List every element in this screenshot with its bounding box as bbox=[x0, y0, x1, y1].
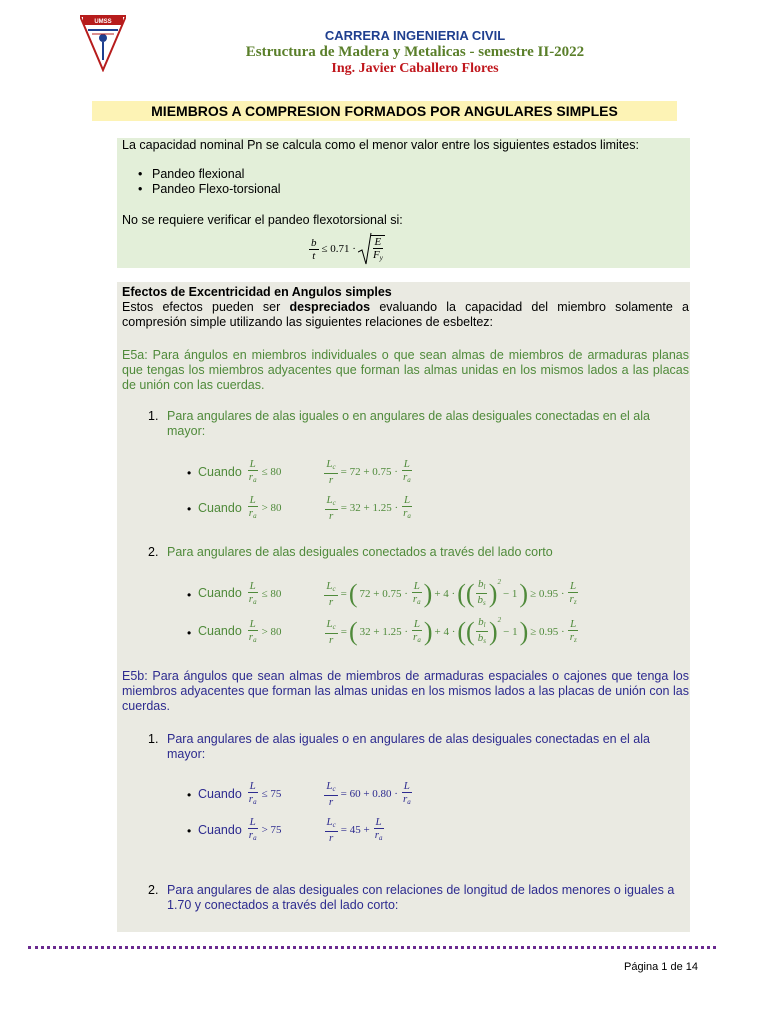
logo-text: UMSS bbox=[94, 19, 112, 25]
e5b-item1-text: Para angulares de alas iguales o en angulares de alas desiguales conectadas en el ala mayor: bbox=[167, 732, 650, 761]
e5b-item2-text: Para angulares de alas desiguales con relaciones de longitud de lados menores o iguales a 1.70 y conectados a través del lado corto: bbox=[167, 883, 675, 912]
e5a-case1: Cuando $\frac{L}{r_a}$ ≤ 80 $\frac{L_c}{r}$ = 72 + 0.75 · $\frac{L}{r_a}$ bbox=[198, 458, 411, 486]
e5b-item1-number: 1. bbox=[148, 732, 159, 746]
footer-divider bbox=[28, 946, 716, 949]
e5a-case2: Cuando $\frac{L}{r_a}$ > 80 $\frac{L_c}{r}$ = 32 + 1.25 · $\frac{L}{r_a}$ bbox=[198, 494, 411, 522]
e5a-text: E5a: Para ángulos en miembros individuales o que sean almas de miembros de armaduras planas que tengas los miembros adyacentes que forman las almas unidas en los mismos lados a las placas de unión con las cuerdas. bbox=[122, 348, 689, 392]
page-number: Página 1 de 14 bbox=[623, 961, 698, 973]
intro-text: La capacidad nominal Pn se calcula como el menor valor entre los siguientes estados limites: bbox=[122, 138, 639, 152]
intro-box bbox=[117, 138, 690, 268]
effects-heading: Efectos de Excentricidad en Angulos simples bbox=[122, 285, 392, 299]
university-logo bbox=[80, 12, 126, 72]
bullet-flexional: • Pandeo flexional bbox=[152, 167, 244, 182]
e5a-item1-number: 1. bbox=[148, 409, 159, 423]
effects-paragraph: Estos efectos pueden ser despreciados evaluando la capacidad del miembro solamente a compresión simple utilizando las siguientes relaciones de esbeltez: bbox=[122, 300, 689, 329]
no-verify-text: No se requiere verificar el pandeo flexotorsional si: bbox=[122, 213, 403, 227]
header-course: Estructura de Madera y Metalicas - semestre II-2022 bbox=[245, 44, 585, 60]
e5a-item2-number: 2. bbox=[148, 545, 159, 559]
header-career: CARRERA INGENIERIA CIVIL bbox=[324, 28, 506, 43]
e5b-case2: Cuando $\frac{L}{r_a}$ > 75 $\frac{L_c}{r}$ = 45 + $\frac{L}{r_a}$ bbox=[198, 816, 383, 844]
e5b-text: E5b: Para ángulos que sean almas de miembros de armaduras espaciales o cajones que tenga los miembros adyacentes que forman las almas unidas en los mismos lados a las placas de unión con las cuerdas. bbox=[122, 669, 689, 713]
e5b-item2-number: 2. bbox=[148, 883, 159, 897]
e5a-case3: Cuando $\frac{L}{r_a}$ ≤ 80 $\frac{L_c}{r}$ = ( 72 + 0.75 · $\frac{L}{r_a}$ ) + 4 · ( ( $\frac{b_l}{b_s}$ ) $^2$ − 1 ) ≥ 0.95 · $\frac{L}{r_z}$ bbox=[198, 578, 577, 608]
header-professor: Ing. Javier Caballero Flores bbox=[331, 61, 499, 76]
e5a-item2-text: Para angulares de alas desiguales conectados a través del lado corto bbox=[167, 545, 553, 559]
e5a-case4: Cuando $\frac{L}{r_a}$ > 80 $\frac{L_c}{r}$ = ( 32 + 1.25 · $\frac{L}{r_a}$ ) + 4 · ( ( $\frac{b_l}{b_s}$ ) $^2$ − 1 ) ≥ 0.95 · $\frac{L}{r_z}$ bbox=[198, 616, 577, 646]
e5b-case1: Cuando $\frac{L}{r_a}$ ≤ 75 $\frac{L_c}{r}$ = 60 + 0.80 · $\frac{L}{r_a}$ bbox=[198, 780, 411, 808]
bullet-flexo-torsional: • Pandeo Flexo-torsional bbox=[152, 182, 281, 197]
bt-limit-formula: $\frac{b}{t}$ ≤ 0.71 · $\frac{E}{F_y}$ bbox=[308, 232, 386, 266]
e5a-item1-text: Para angulares de alas iguales o en angulares de alas desiguales conectadas en el ala mayor: bbox=[167, 409, 650, 438]
section-title: MIEMBROS A COMPRESION FORMADOS POR ANGULARES SIMPLES bbox=[92, 101, 677, 121]
